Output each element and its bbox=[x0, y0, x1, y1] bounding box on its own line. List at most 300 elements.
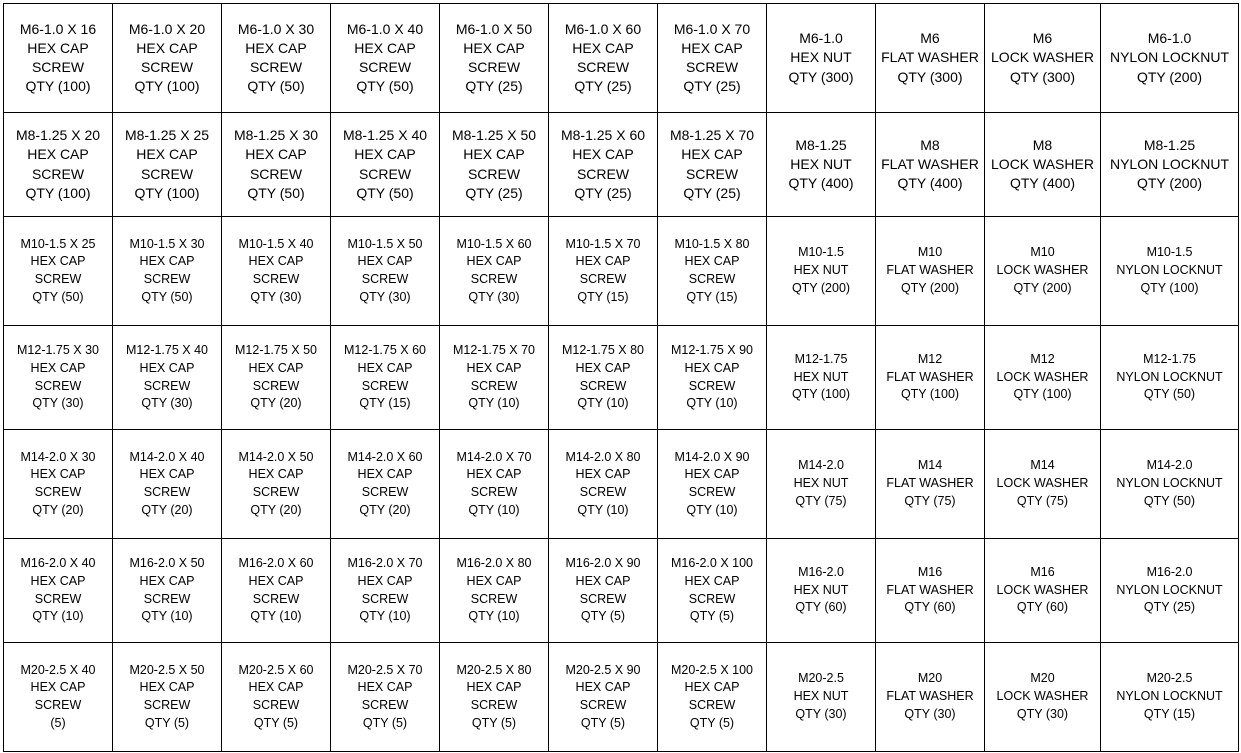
label-line: M6 bbox=[1032, 30, 1053, 47]
label-cell bbox=[331, 217, 440, 326]
label-line: HEX CAP bbox=[575, 467, 631, 482]
label-cell bbox=[222, 113, 331, 217]
label-line: M6-1.0 X 40 bbox=[346, 20, 424, 37]
label-line: HEX CAP bbox=[248, 467, 304, 482]
label-line: SCREW bbox=[579, 378, 627, 393]
label-line: QTY (100) bbox=[25, 78, 91, 95]
label-line: QTY (5) bbox=[144, 715, 190, 730]
label-cell bbox=[985, 430, 1101, 539]
label-line: M16-2.0 X 40 bbox=[20, 556, 96, 570]
label-row bbox=[4, 4, 1239, 113]
label-line: SCREW bbox=[252, 485, 300, 499]
label-line: QTY (50) bbox=[356, 184, 414, 201]
label-line: HEX CAP bbox=[30, 467, 86, 482]
label-line: HEX CAP bbox=[27, 146, 89, 163]
label-cell bbox=[113, 539, 222, 643]
label-cell bbox=[222, 326, 331, 430]
label-line: LOCK WASHER bbox=[991, 155, 1094, 172]
label-line: QTY (60) bbox=[795, 600, 847, 615]
label-line: HEX CAP bbox=[466, 360, 522, 375]
label-line: HEX CAP bbox=[572, 39, 634, 56]
label-line: M16-2.0 X 50 bbox=[129, 556, 205, 570]
label-line: M10-1.5 X 40 bbox=[238, 236, 314, 251]
label-cell bbox=[876, 217, 985, 326]
label-line: SCREW bbox=[143, 378, 191, 393]
label-line: QTY (25) bbox=[465, 184, 523, 201]
label-line: SCREW bbox=[688, 591, 736, 606]
label-row bbox=[4, 113, 1239, 217]
label-line: SCREW bbox=[358, 59, 412, 75]
label-cell bbox=[1101, 113, 1239, 217]
label-line: QTY (10) bbox=[468, 396, 520, 411]
label-line: QTY (300) bbox=[897, 68, 963, 85]
label-cell bbox=[222, 643, 331, 752]
label-line: FLAT WASHER bbox=[886, 263, 974, 278]
label-line: QTY (25) bbox=[574, 78, 632, 95]
label-line: M6-1.0 X 50 bbox=[455, 20, 533, 37]
label-line: LOCK WASHER bbox=[991, 49, 1094, 66]
label-line: HEX CAP bbox=[463, 146, 525, 163]
label-cell bbox=[222, 217, 331, 326]
label-line: HEX CAP bbox=[357, 254, 413, 269]
label-cell bbox=[658, 217, 767, 326]
label-cell bbox=[1101, 430, 1239, 539]
hardware-label-sheet bbox=[3, 3, 1239, 752]
label-line: M20 bbox=[1030, 671, 1055, 686]
label-line: QTY (25) bbox=[683, 184, 741, 201]
label-line: QTY (10) bbox=[577, 502, 629, 517]
label-cell bbox=[985, 326, 1101, 430]
label-line: HEX CAP bbox=[684, 680, 740, 695]
label-line: HEX CAP bbox=[136, 146, 198, 163]
label-line: QTY (50) bbox=[1143, 387, 1196, 402]
label-line: HEX CAP bbox=[357, 467, 413, 482]
label-cell bbox=[767, 113, 876, 217]
label-line: M6-1.0 bbox=[1147, 30, 1192, 47]
label-cell bbox=[113, 113, 222, 217]
label-line: M10-1.5 X 25 bbox=[20, 236, 96, 251]
label-line: M20-2.5 X 40 bbox=[20, 662, 96, 677]
label-line: QTY (5) bbox=[580, 715, 626, 730]
label-line: SCREW bbox=[467, 59, 521, 75]
label-line: SCREW bbox=[576, 165, 630, 182]
label-cell bbox=[222, 4, 331, 113]
label-line: HEX CAP bbox=[466, 680, 522, 695]
label-cell bbox=[876, 430, 985, 539]
label-line: QTY (5) bbox=[471, 715, 517, 730]
label-cell bbox=[440, 643, 549, 752]
label-line: SCREW bbox=[688, 272, 736, 286]
label-cell bbox=[4, 4, 113, 113]
label-line: QTY (20) bbox=[250, 502, 302, 517]
label-line: QTY (100) bbox=[900, 387, 960, 402]
label-cell bbox=[658, 643, 767, 752]
label-line: QTY (25) bbox=[465, 78, 523, 95]
label-line: HEX NUT bbox=[793, 476, 849, 491]
label-cell bbox=[549, 539, 658, 643]
label-line: M8 bbox=[1032, 136, 1053, 153]
label-line: HEX CAP bbox=[354, 39, 416, 56]
label-line: QTY (30) bbox=[795, 706, 847, 721]
label-line: M14-2.0 X 90 bbox=[674, 449, 750, 464]
label-line: QTY (400) bbox=[897, 175, 963, 192]
label-cell bbox=[113, 643, 222, 752]
label-line: FLAT WASHER bbox=[886, 689, 974, 704]
label-line: SCREW bbox=[361, 698, 409, 712]
label-line: SCREW bbox=[31, 59, 85, 75]
label-cell bbox=[4, 217, 113, 326]
label-line: QTY (200) bbox=[900, 280, 960, 295]
label-cell bbox=[4, 113, 113, 217]
label-line: M6-1.0 X 70 bbox=[673, 20, 751, 37]
label-line: M6-1.0 bbox=[799, 30, 843, 47]
label-line: M10-1.5 X 30 bbox=[129, 236, 205, 251]
label-line: M16-2.0 X 90 bbox=[565, 556, 641, 570]
label-cell bbox=[767, 430, 876, 539]
label-line: QTY (200) bbox=[791, 280, 851, 295]
label-line: HEX NUT bbox=[790, 155, 852, 172]
label-line: M14-2.0 bbox=[798, 458, 844, 473]
label-cell bbox=[767, 643, 876, 752]
label-line: SCREW bbox=[688, 698, 736, 712]
label-cell bbox=[549, 326, 658, 430]
label-line: QTY (15) bbox=[1143, 706, 1196, 721]
label-cell bbox=[440, 113, 549, 217]
label-line: SCREW bbox=[579, 698, 627, 712]
label-cell bbox=[440, 539, 549, 643]
label-line: QTY (60) bbox=[1016, 600, 1069, 615]
label-line: M20-2.5 bbox=[1146, 671, 1193, 686]
label-line: HEX CAP bbox=[357, 680, 413, 695]
label-line: QTY (25) bbox=[683, 78, 741, 95]
label-row bbox=[4, 217, 1239, 326]
label-line: M20-2.5 X 100 bbox=[671, 662, 753, 677]
label-line: SCREW bbox=[576, 59, 630, 75]
label-line: M8-1.25 X 70 bbox=[669, 127, 755, 144]
label-line: SCREW bbox=[361, 485, 409, 499]
label-row bbox=[4, 539, 1239, 643]
label-cell bbox=[440, 4, 549, 113]
label-line: SCREW bbox=[140, 59, 194, 75]
label-line: QTY (10) bbox=[359, 609, 411, 624]
label-line: QTY (50) bbox=[247, 184, 305, 201]
label-line: HEX CAP bbox=[139, 254, 195, 269]
label-cell bbox=[767, 539, 876, 643]
label-cell bbox=[113, 217, 222, 326]
label-line: (5) bbox=[50, 715, 66, 730]
label-cell bbox=[222, 430, 331, 539]
label-cell bbox=[440, 326, 549, 430]
label-line: M12-1.75 X 60 bbox=[344, 343, 426, 357]
label-line: SCREW bbox=[252, 378, 300, 393]
label-line: QTY (400) bbox=[788, 175, 854, 192]
label-line: SCREW bbox=[361, 591, 409, 606]
label-line: HEX CAP bbox=[136, 39, 198, 56]
label-line: QTY (20) bbox=[359, 502, 411, 517]
label-line: HEX CAP bbox=[30, 254, 86, 269]
label-line: QTY (10) bbox=[468, 609, 520, 624]
label-line: HEX CAP bbox=[30, 360, 86, 375]
label-line: SCREW bbox=[31, 165, 85, 182]
label-cell bbox=[658, 326, 767, 430]
label-cell bbox=[658, 430, 767, 539]
label-line: HEX CAP bbox=[466, 254, 522, 269]
label-line: NYLON LOCKNUT bbox=[1109, 49, 1230, 66]
label-cell bbox=[658, 4, 767, 113]
label-line: QTY (50) bbox=[1143, 493, 1196, 508]
label-line: SCREW bbox=[252, 698, 300, 712]
label-line: LOCK WASHER bbox=[996, 369, 1089, 384]
label-cell bbox=[876, 539, 985, 643]
label-line: M12-1.75 X 70 bbox=[453, 343, 535, 357]
label-line: QTY (75) bbox=[795, 493, 847, 508]
label-line: HEX CAP bbox=[248, 254, 304, 269]
label-line: M10-1.5 X 50 bbox=[347, 236, 423, 251]
label-line: HEX CAP bbox=[357, 360, 413, 375]
label-line: HEX CAP bbox=[27, 39, 89, 56]
label-line: QTY (20) bbox=[141, 502, 193, 517]
label-grid bbox=[4, 4, 1239, 752]
label-cell bbox=[549, 217, 658, 326]
label-line: QTY (300) bbox=[1009, 68, 1076, 85]
label-cell bbox=[876, 643, 985, 752]
label-line: HEX NUT bbox=[793, 369, 849, 384]
label-line: QTY (20) bbox=[32, 502, 84, 517]
label-line: M14-2.0 X 40 bbox=[129, 449, 205, 464]
label-line: M12-1.75 bbox=[794, 351, 848, 366]
label-line: HEX CAP bbox=[684, 254, 740, 269]
label-line: HEX NUT bbox=[793, 263, 849, 278]
label-cell bbox=[113, 326, 222, 430]
label-line: LOCK WASHER bbox=[996, 689, 1089, 704]
label-line: QTY (25) bbox=[1143, 600, 1196, 615]
label-line: M6-1.0 X 20 bbox=[128, 20, 206, 37]
label-line: NYLON LOCKNUT bbox=[1116, 689, 1223, 704]
label-line: SCREW bbox=[249, 59, 303, 75]
label-cell bbox=[767, 4, 876, 113]
label-cell bbox=[658, 113, 767, 217]
label-line: QTY (10) bbox=[250, 609, 302, 624]
label-line: SCREW bbox=[34, 272, 82, 286]
label-line: M16-2.0 bbox=[1146, 564, 1193, 579]
label-line: QTY (5) bbox=[362, 715, 408, 730]
label-line: M14-2.0 X 60 bbox=[347, 449, 423, 464]
label-line: QTY (60) bbox=[904, 600, 956, 615]
label-line: LOCK WASHER bbox=[996, 582, 1089, 597]
label-line: M12-1.75 bbox=[1143, 351, 1196, 366]
label-line: HEX CAP bbox=[681, 146, 743, 163]
label-line: SCREW bbox=[252, 272, 300, 286]
label-line: SCREW bbox=[470, 485, 518, 499]
label-line: M10-1.5 X 70 bbox=[565, 236, 641, 251]
label-line: M16-2.0 X 60 bbox=[238, 556, 314, 570]
label-cell bbox=[4, 326, 113, 430]
label-line: M14 bbox=[1030, 458, 1055, 473]
label-line: M20-2.5 X 60 bbox=[238, 662, 314, 677]
label-line: M8-1.25 X 20 bbox=[15, 127, 101, 144]
label-line: NYLON LOCKNUT bbox=[1109, 155, 1230, 172]
label-line: HEX CAP bbox=[572, 146, 634, 163]
label-line: QTY (50) bbox=[247, 78, 305, 95]
label-line: QTY (75) bbox=[1016, 493, 1069, 508]
label-cell bbox=[331, 430, 440, 539]
label-line: M14-2.0 X 50 bbox=[238, 449, 314, 464]
label-line: SCREW bbox=[579, 591, 627, 606]
label-cell bbox=[876, 4, 985, 113]
label-line: QTY (10) bbox=[32, 609, 84, 624]
label-line: QTY (15) bbox=[359, 396, 411, 411]
label-line: QTY (20) bbox=[250, 396, 302, 411]
label-line: QTY (30) bbox=[468, 289, 520, 304]
label-line: HEX CAP bbox=[354, 146, 416, 163]
label-line: HEX CAP bbox=[575, 680, 631, 695]
label-line: HEX CAP bbox=[30, 680, 86, 695]
label-cell bbox=[440, 430, 549, 539]
label-line: HEX CAP bbox=[684, 360, 740, 375]
label-line: SCREW bbox=[358, 165, 412, 182]
label-line: QTY (10) bbox=[468, 502, 520, 517]
label-line: HEX NUT bbox=[793, 582, 849, 597]
label-line: M14-2.0 X 80 bbox=[565, 449, 641, 464]
label-line: SCREW bbox=[470, 698, 518, 712]
label-line: FLAT WASHER bbox=[886, 582, 974, 597]
label-line: M20-2.5 X 90 bbox=[565, 662, 641, 677]
label-line: QTY (15) bbox=[686, 289, 738, 304]
label-line: M8-1.25 X 40 bbox=[342, 127, 428, 144]
label-line: M6 bbox=[920, 30, 940, 47]
label-line: SCREW bbox=[143, 591, 191, 606]
label-cell bbox=[440, 217, 549, 326]
label-line: QTY (300) bbox=[788, 68, 854, 85]
label-line: M8-1.25 bbox=[795, 136, 847, 153]
label-line: QTY (400) bbox=[1009, 175, 1076, 192]
label-line: HEX CAP bbox=[139, 360, 195, 375]
label-line: SCREW bbox=[579, 485, 627, 499]
label-cell bbox=[985, 113, 1101, 217]
label-line: HEX CAP bbox=[139, 680, 195, 695]
label-line: QTY (5) bbox=[689, 609, 735, 624]
label-cell bbox=[331, 539, 440, 643]
label-cell bbox=[4, 539, 113, 643]
label-line: QTY (30) bbox=[904, 706, 956, 721]
label-line: M14 bbox=[917, 458, 943, 473]
label-line: SCREW bbox=[688, 485, 736, 499]
label-line: QTY (10) bbox=[577, 396, 629, 411]
label-line: SCREW bbox=[34, 698, 82, 712]
label-cell bbox=[658, 539, 767, 643]
label-cell bbox=[985, 217, 1101, 326]
label-line: QTY (10) bbox=[686, 502, 738, 517]
label-line: QTY (200) bbox=[1136, 68, 1203, 85]
label-line: NYLON LOCKNUT bbox=[1116, 476, 1223, 491]
label-cell bbox=[4, 430, 113, 539]
label-line: M6-1.0 X 60 bbox=[564, 20, 642, 37]
label-line: LOCK WASHER bbox=[996, 263, 1089, 278]
label-line: QTY (50) bbox=[32, 289, 84, 304]
label-line: M8 bbox=[920, 136, 940, 153]
label-line: QTY (200) bbox=[1136, 175, 1203, 192]
label-line: M8-1.25 X 25 bbox=[124, 127, 210, 144]
label-line: NYLON LOCKNUT bbox=[1116, 582, 1223, 597]
label-cell bbox=[767, 326, 876, 430]
label-line: QTY (100) bbox=[791, 387, 851, 402]
label-line: M16-2.0 bbox=[798, 564, 844, 579]
label-line: M12 bbox=[917, 351, 943, 366]
label-cell bbox=[549, 430, 658, 539]
label-cell bbox=[549, 4, 658, 113]
label-line: SCREW bbox=[252, 591, 300, 606]
label-line: M8-1.25 X 30 bbox=[233, 127, 319, 144]
label-line: M16-2.0 X 100 bbox=[671, 556, 753, 570]
label-cell bbox=[1101, 643, 1239, 752]
label-line: M12-1.75 X 40 bbox=[126, 343, 208, 357]
label-line: SCREW bbox=[688, 378, 736, 393]
label-cell bbox=[549, 113, 658, 217]
label-line: M10 bbox=[917, 245, 943, 260]
label-line: M20-2.5 X 70 bbox=[347, 662, 423, 677]
label-line: M16 bbox=[1030, 564, 1055, 579]
label-line: SCREW bbox=[579, 272, 627, 286]
label-line: M10-1.5 bbox=[798, 245, 844, 260]
label-cell bbox=[985, 4, 1101, 113]
label-line: SCREW bbox=[685, 165, 739, 182]
label-line: M20-2.5 bbox=[798, 671, 844, 686]
label-cell bbox=[985, 643, 1101, 752]
label-line: M20 bbox=[917, 671, 943, 686]
label-line: SCREW bbox=[143, 698, 191, 712]
label-line: SCREW bbox=[143, 272, 191, 286]
label-line: HEX CAP bbox=[248, 573, 304, 588]
label-line: HEX CAP bbox=[248, 680, 304, 695]
label-line: HEX CAP bbox=[357, 573, 413, 588]
label-line: HEX CAP bbox=[245, 39, 307, 56]
label-line: HEX CAP bbox=[575, 360, 631, 375]
label-line: HEX CAP bbox=[684, 467, 740, 482]
label-line: HEX CAP bbox=[248, 360, 304, 375]
label-line: QTY (30) bbox=[141, 396, 193, 411]
label-line: M14-2.0 bbox=[1146, 458, 1193, 473]
label-line: FLAT WASHER bbox=[881, 155, 979, 172]
label-line: NYLON LOCKNUT bbox=[1116, 263, 1223, 278]
label-line: M10-1.5 bbox=[1146, 245, 1193, 260]
label-line: QTY (10) bbox=[686, 396, 738, 411]
label-line: QTY (30) bbox=[359, 289, 411, 304]
label-line: SCREW bbox=[34, 485, 82, 499]
label-line: M10-1.5 X 80 bbox=[674, 236, 750, 251]
label-line: HEX CAP bbox=[681, 39, 743, 56]
label-line: FLAT WASHER bbox=[881, 49, 979, 66]
label-cell bbox=[331, 4, 440, 113]
label-line: QTY (100) bbox=[134, 78, 200, 95]
label-line: M10-1.5 X 60 bbox=[456, 236, 532, 251]
label-line: QTY (5) bbox=[253, 715, 299, 730]
label-line: QTY (30) bbox=[1016, 706, 1069, 721]
label-line: LOCK WASHER bbox=[996, 476, 1089, 491]
label-row bbox=[4, 643, 1239, 752]
label-line: QTY (30) bbox=[250, 289, 302, 304]
label-line: HEX CAP bbox=[575, 573, 631, 588]
label-line: QTY (75) bbox=[904, 493, 956, 508]
label-row bbox=[4, 430, 1239, 539]
label-line: HEX CAP bbox=[466, 467, 522, 482]
label-line: QTY (50) bbox=[141, 289, 193, 304]
label-line: SCREW bbox=[470, 591, 518, 606]
label-cell bbox=[767, 217, 876, 326]
label-cell bbox=[113, 430, 222, 539]
label-line: M16-2.0 X 70 bbox=[347, 556, 423, 570]
label-cell bbox=[876, 326, 985, 430]
label-line: QTY (100) bbox=[134, 184, 200, 201]
